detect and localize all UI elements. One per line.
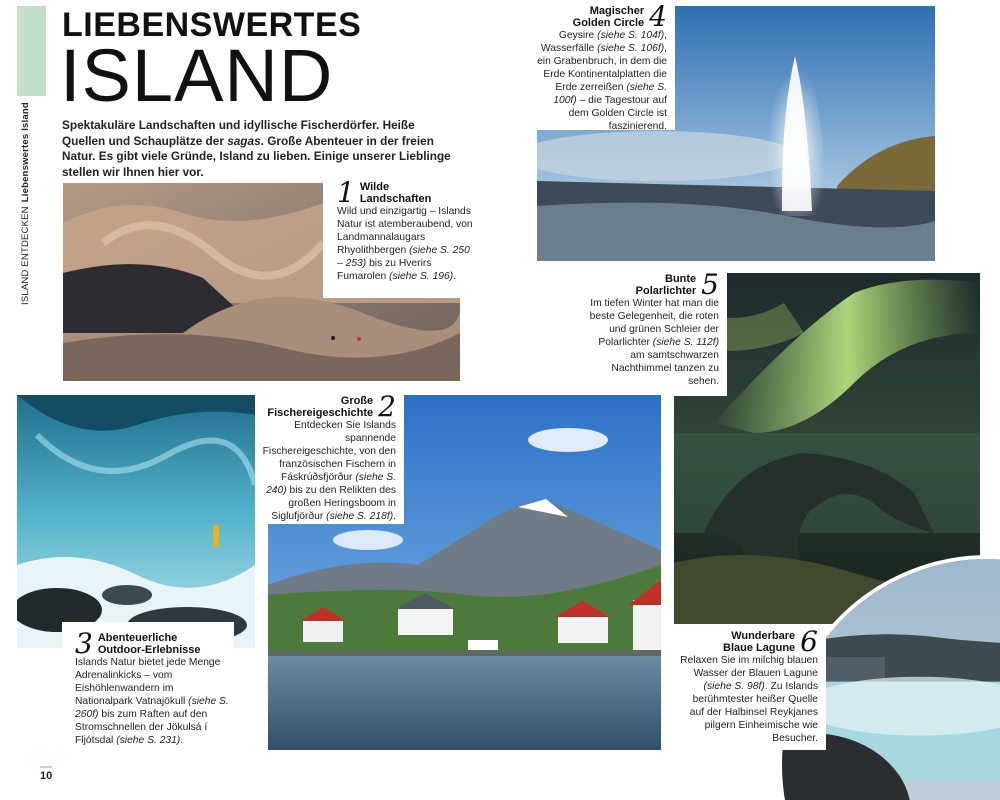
item-number: 6 xyxy=(800,625,818,658)
item-body: Geysire (siehe S. 104f), Wasserfälle (siehe S. 106f), ein Grabenbruch, in dem die Erde Kontinentalplatten die Erde zerreißen (siehe S. 100f) – die Tagestour auf dem Golden Circle ist faszinierend. xyxy=(537,30,667,132)
item-body: Relaxen Sie im milchig blauen Wasser der Blauen Lagune (siehe S. 98f). Zu Islands berühmtester heißer Quelle auf der Halbinsel Reykjanes pilgern Einheimische wie Besucher. xyxy=(680,655,818,744)
page-number: 10 xyxy=(40,766,52,782)
item-number: 5 xyxy=(701,268,719,301)
item-body: Islands Natur bietet jede Menge Adrenalinkicks – vom Eishöhlenwandern im Nationalpark Vatnajökull (siehe S. 260f) bis zum Raften auf den Stromschnellen der Jökulsá í Fljótsdal (siehe S. 231). xyxy=(75,657,229,746)
intro-paragraph: Spektakuläre Landschaften und idyllische Fischerdörfer. Heiße Quellen und Schauplätze der sagas. Große Abenteuer in der freien Natur. Es gibt viele Gründe, Island zu lieben. Einige unserer Lieblinge stellen wir Ihnen hier vor. xyxy=(62,118,451,179)
item-1-text: 1 Wilde Landschaften Wild und einzigartig – Islands Natur ist atemberaubend, von Landmannalaugars Rhyolithbergen (siehe S. 250 – 253) bis zu Hverirs Fumarolen (siehe S. 196). xyxy=(323,178,473,298)
item-4-text: Magischer Golden Circle 4 Geysire (siehe S. 104f), Wasserfälle (siehe S. 106f), ein Grabenbruch, in dem die Erde Kontinentalplatten die Erde zerreißen (siehe S. 100f) – die Tagestour auf dem Golden Circle ist faszinierend. xyxy=(535,0,675,130)
item-number: 4 xyxy=(649,0,667,33)
item-body: Entdecken Sie Islands spannende Fischereigeschichte, von den französischen Fischern in Fáskrúðsfjörður (siehe S. 240) bis zu den Relikten des großen Heringsboom in Siglufjörður (siehe S. 218f). xyxy=(262,420,396,522)
page-title-line2: ISLAND xyxy=(60,34,334,117)
item-number: 2 xyxy=(378,390,396,423)
ice-cave-photo xyxy=(17,395,255,648)
item-body: Wild und einzigartig – Islands Natur ist atemberaubend, von Landmannalaugars Rhyolithbergen (siehe S. 250 – 253) bis zu Hverirs Fumarolen (siehe S. 196). xyxy=(337,206,473,282)
item-5-text: Bunte Polarlichter 5 Im tiefen Winter hat man die beste Gelegenheit, die roten und grünen Schleier der Polarlichter (siehe S. 112f) am samtschwarzen Nachthimmel tanzen zu sehen. xyxy=(585,268,727,396)
item-6-text: Wunderbare Blaue Lagune 6 Relaxen Sie im milchig blauen Wasser der Blauen Lagune (siehe S. 98f). Zu Islands berühmtester heißer Quelle auf der Halbinsel Reykjanes pilgern Einheimische wie Besucher. xyxy=(678,624,826,750)
item-body: Im tiefen Winter hat man die beste Gelegenheit, die roten und grünen Schleier der Polarlichter (siehe S. 112f) am samtschwarzen Nachthimmel tanzen zu sehen. xyxy=(589,298,719,387)
running-header xyxy=(20,102,31,305)
item-2-text: Große Fischereigeschichte 2 Entdecken Sie Islands spannende Fischereigeschichte, von den französischen Fischern in Fáskrúðsfjörður (siehe S. 240) bis zu den Relikten des großen Heringsboom in Siglufjörður (siehe S. 218f). xyxy=(262,390,404,524)
item-number: 1 xyxy=(337,176,355,209)
chapter-label: ISLAND ENTDECKEN xyxy=(20,206,31,305)
item-number: 3 xyxy=(75,627,93,660)
page-title-line1: LIEBENSWERTES xyxy=(62,6,362,44)
section-tab xyxy=(17,6,46,96)
section-label: Liebenswertes Island xyxy=(20,102,31,203)
item-3-text: 3 Abenteuerliche Outdoor-Erlebnisse Islands Natur bietet jede Menge Adrenalinkicks – vom Eishöhlenwandern im Nationalpark Vatnajökull (siehe S. 260f) bis zum Raften auf den Stromschnellen der Jökulsá í Fljótsdal (siehe S. 231). xyxy=(62,622,234,742)
